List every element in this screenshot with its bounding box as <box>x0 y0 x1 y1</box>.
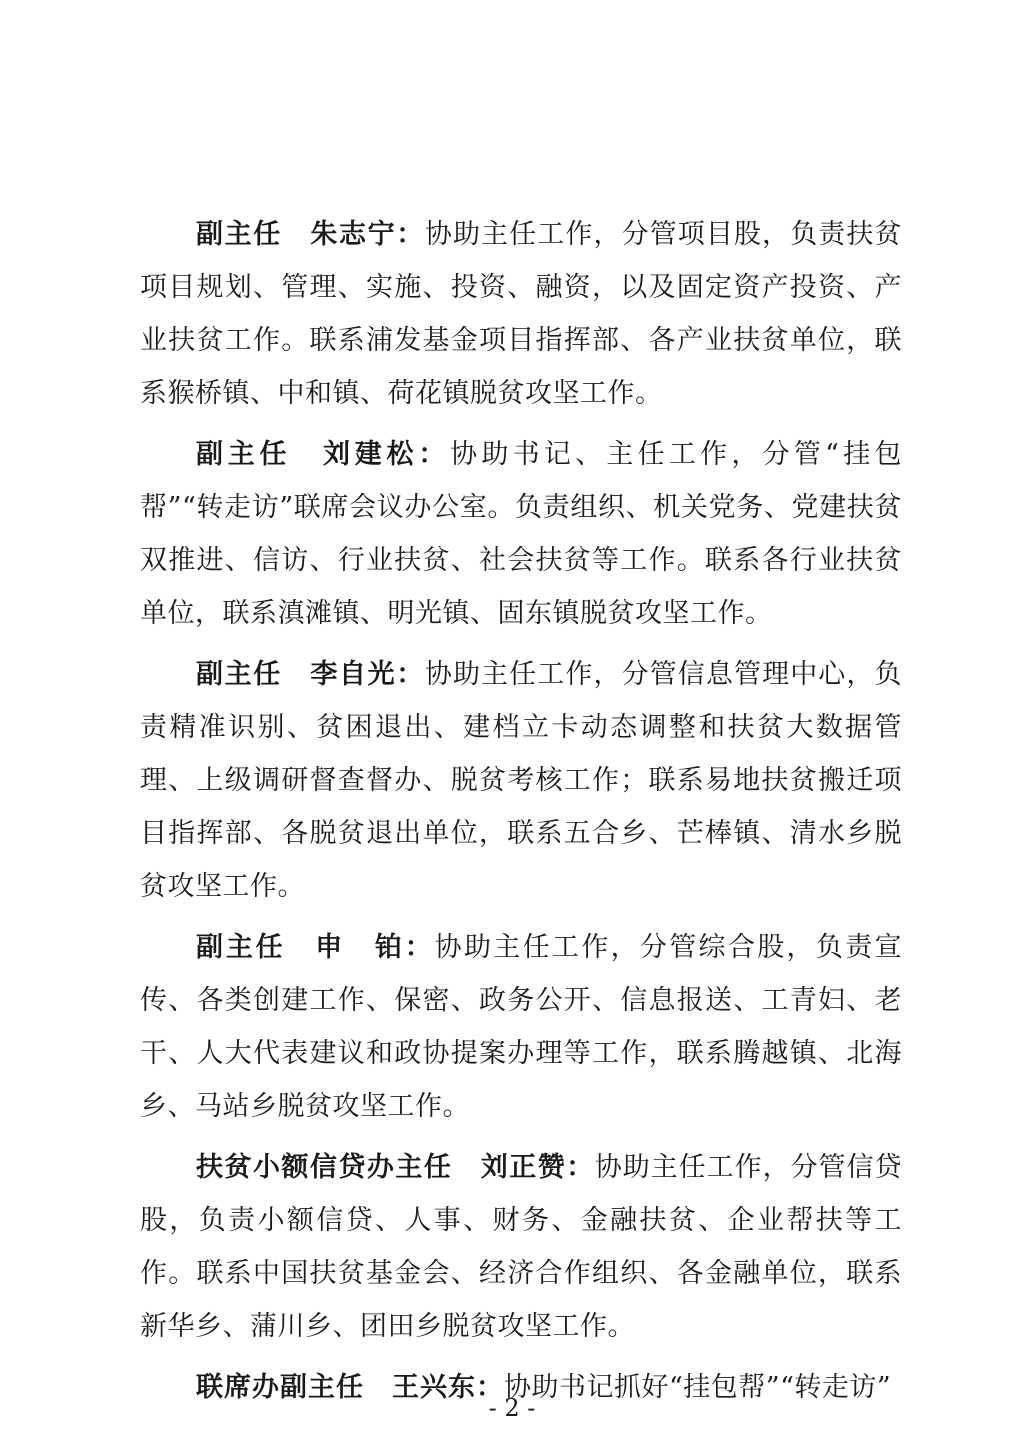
position-title: 副主任 <box>196 219 282 250</box>
person-name: 申 铂： <box>313 932 435 963</box>
position-title: 扶贫小额信贷办主任 <box>196 1152 453 1183</box>
duty-paragraph <box>140 1141 902 1353</box>
duty-text: 协助主任工作，分管信息管理中心，负责精准识别、贫困退出、建档立卡动态调整和扶贫大数据管理、上级调研督查督办、脱贫考核工作；联系易地扶贫搬迁项目指挥部、各脱贫退出单位，联系五合乡、芒棒镇、清水乡脱贫攻坚工作。 <box>140 659 903 902</box>
person-name: 刘正赞： <box>480 1152 595 1183</box>
duty-paragraph <box>140 208 902 420</box>
person-name: 朱志宁： <box>309 219 425 250</box>
duty-text: 协助书记、主任工作，分管“挂包帮”“转走访”联席会议办公室。负责组织、机关党务、党建扶贫双推进、信访、行业扶贫、社会扶贫等工作。联系各行业扶贫单位，联系滇滩镇、明光镇、固东镇脱贫攻坚工作。 <box>140 439 903 629</box>
position-title: 联席办副主任 <box>196 1372 364 1403</box>
position-title: 副主任 <box>196 932 286 963</box>
person-name: 李自光： <box>309 659 425 690</box>
duty-paragraph <box>140 921 902 1133</box>
duty-text: 协助主任工作，分管项目股，负责扶贫项目规划、管理、实施、投资、融资，以及固定资产投资、产业扶贫工作。联系浦发基金项目指挥部、各产业扶贫单位，联系猴桥镇、中和镇、荷花镇脱贫攻坚工作。 <box>140 219 903 409</box>
duty-text: 协助主任工作，分管综合股，负责宣传、各类创建工作、保密、政务公开、信息报送、工青妇、老干、人大代表建议和政协提案办理等工作，联系腾越镇、北海乡、马站乡脱贫攻坚工作。 <box>140 932 903 1122</box>
position-title: 副主任 <box>196 439 292 470</box>
duty-text: 协助主任工作，分管信贷股，负责小额信贷、人事、财务、金融扶贫、企业帮扶等工作。联系中国扶贫基金会、经济合作组织、各金融单位，联系新华乡、蒲川乡、团田乡脱贫攻坚工作。 <box>140 1152 903 1342</box>
page-number: - 2 - <box>488 1394 536 1422</box>
duty-text: 协助书记抓好“挂包帮”“转走访” <box>504 1372 892 1403</box>
duty-paragraph <box>140 648 902 913</box>
position-title: 副主任 <box>196 659 282 690</box>
duty-paragraph <box>140 428 902 640</box>
document-body <box>140 208 902 1422</box>
person-name: 王兴东： <box>392 1372 504 1403</box>
person-name: 刘建松： <box>319 439 451 470</box>
